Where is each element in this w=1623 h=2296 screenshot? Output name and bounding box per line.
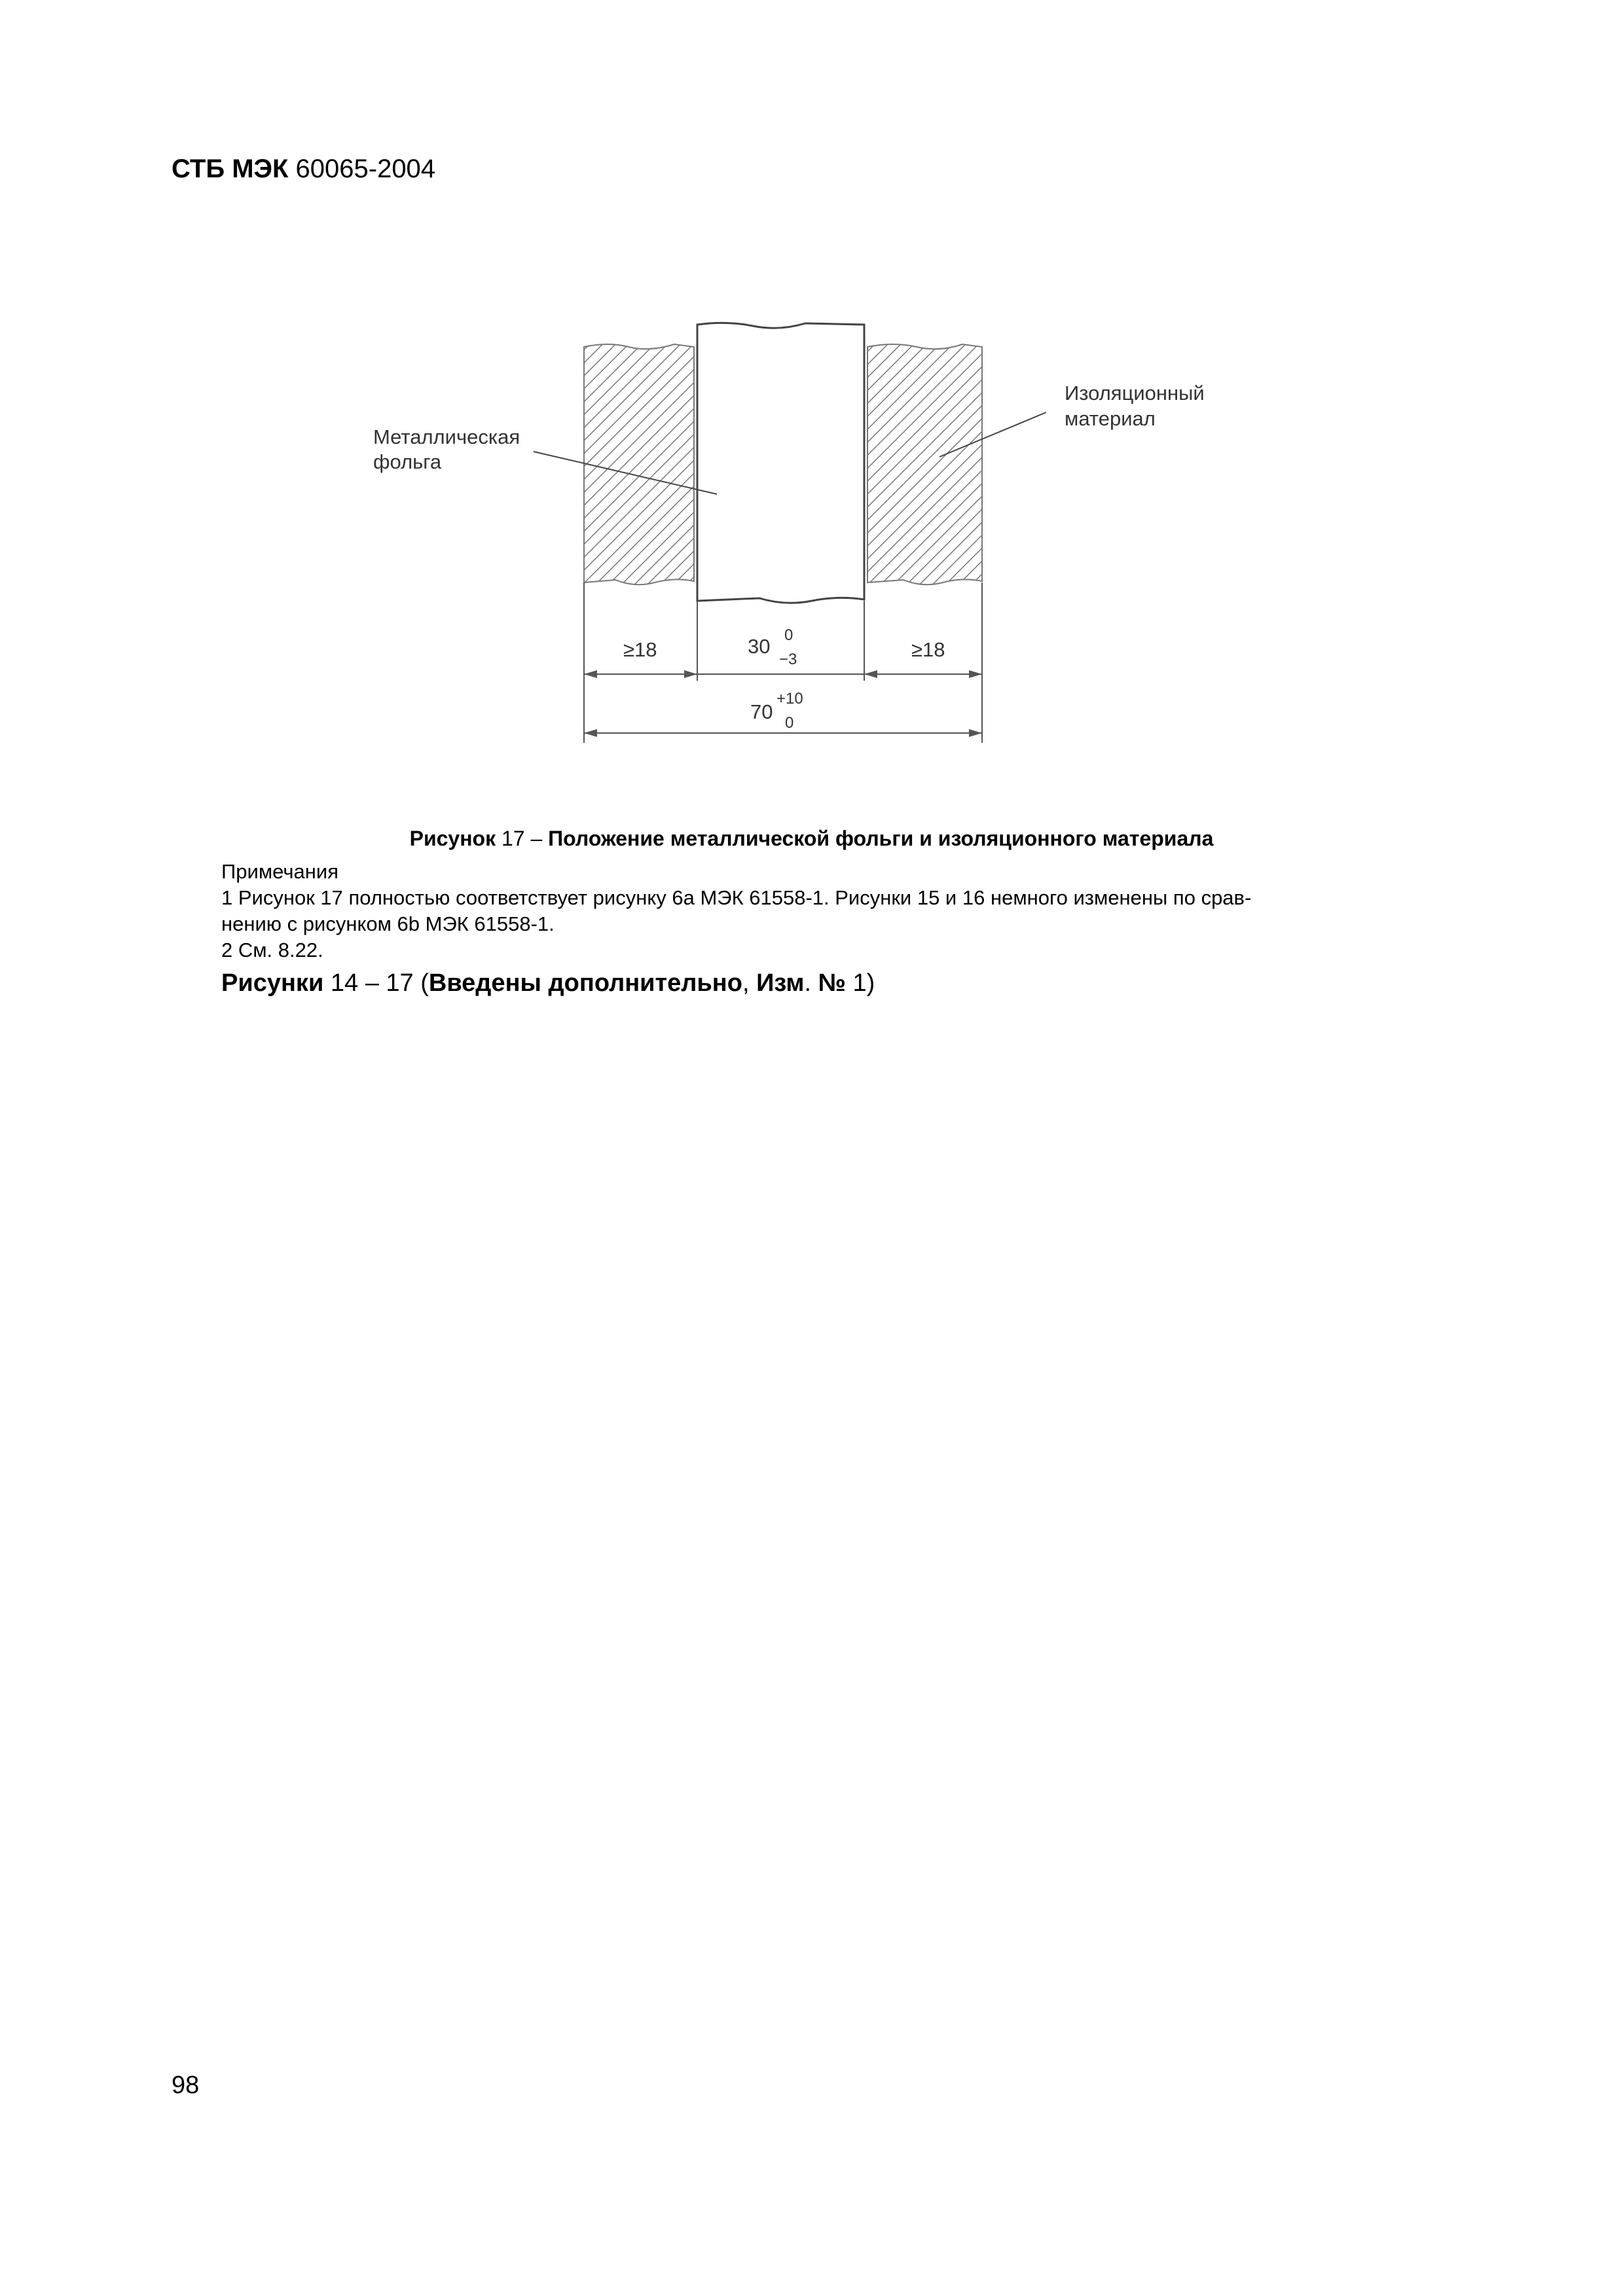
insulation-label-line-2: материал — [1065, 407, 1156, 430]
insulation-leader-line — [939, 412, 1046, 457]
dim-center-base: 30 — [748, 635, 771, 658]
standard-prefix: СТБ МЭК — [172, 154, 289, 183]
foil-label-line-1: Металлическая — [373, 425, 520, 448]
dim-right-text: ≥18 — [911, 638, 945, 661]
amendment-no: № — [818, 969, 846, 997]
page-number: 98 — [172, 2072, 200, 2099]
standard-number: 60065-2004 — [295, 154, 436, 183]
right-insulation-block — [867, 344, 982, 584]
notes-heading: Примечания — [221, 860, 338, 883]
note-1-line-1: 1 Рисунок 17 полностью соответствует рисунку 6а МЭК 61558-1. Рисунки 15 и 16 немного изменены по срав- — [221, 886, 1252, 909]
note-2: 2 См. 8.22. — [221, 939, 323, 961]
dim-center-upper: 0 — [784, 626, 793, 644]
insulation-label-line-1: Изоляционный — [1065, 382, 1205, 404]
dim-center-lower: −3 — [779, 651, 797, 668]
arrow-left-1 — [584, 670, 597, 678]
note-1-line-2: нению с рисунком 6b МЭК 61558-1. — [221, 912, 555, 935]
amendment-tail: 1) — [845, 969, 875, 997]
dim-left-text: ≥18 — [623, 638, 657, 661]
amendment-dot: . — [804, 969, 818, 997]
foil-leader-line — [534, 452, 717, 494]
document-header — [172, 154, 435, 184]
notes-section — [221, 859, 1485, 963]
foil-label-line-2: фольга — [373, 450, 442, 473]
dim-total-upper: +10 — [776, 690, 803, 708]
amendment-range: 14 – 17 ( — [323, 969, 429, 997]
metal-foil-strip — [697, 323, 864, 603]
arrow-right-2 — [969, 729, 982, 737]
amendment-izm: Изм — [756, 969, 805, 997]
caption-title: Положение металлической фольги и изоляционного материала — [548, 827, 1214, 850]
arrow-right-1 — [969, 670, 982, 678]
arrow-mid-a-1 — [684, 670, 697, 678]
figure-17-diagram — [0, 0, 1623, 818]
caption-dash: – — [524, 827, 549, 850]
dim-total-base: 70 — [750, 700, 773, 723]
caption-prefix: Рисунок — [409, 827, 496, 850]
dim-total-lower: 0 — [785, 714, 794, 732]
amendment-separator: , — [742, 969, 757, 997]
amendment-bold-text: Введены дополнительно — [428, 969, 742, 997]
figure-caption — [0, 827, 1623, 851]
left-insulation-block — [584, 344, 694, 584]
amendment-note — [221, 969, 875, 997]
arrow-mid-b-1 — [864, 670, 877, 678]
caption-number: 17 — [501, 827, 525, 850]
amendment-prefix: Рисунки — [221, 969, 324, 997]
arrow-left-2 — [584, 729, 597, 737]
